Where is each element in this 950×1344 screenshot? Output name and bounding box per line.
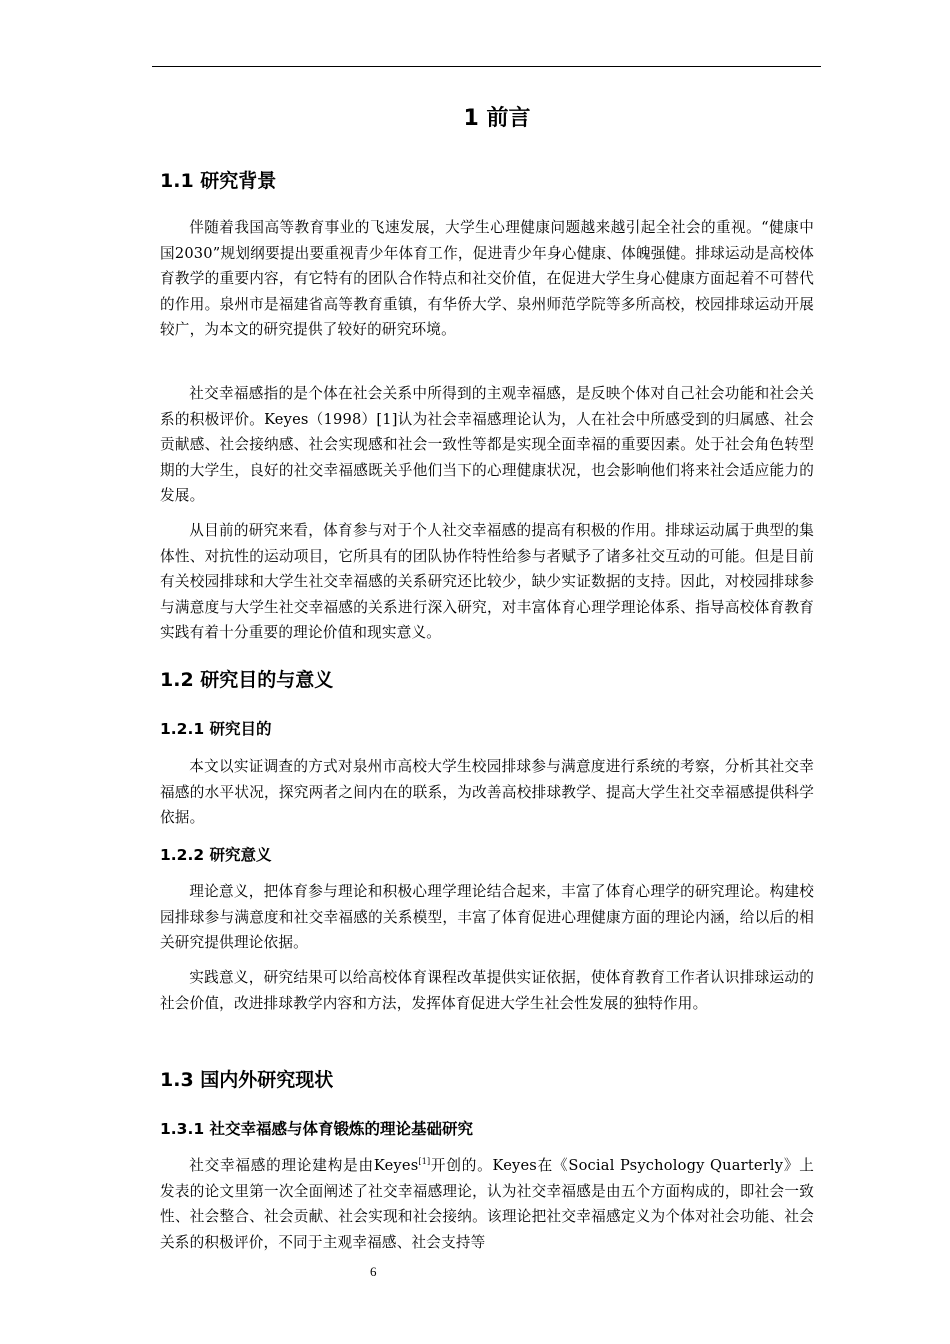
subsection-heading-1-3-1: 1.3.1 社交幸福感与体育锻炼的理论基础研究 xyxy=(160,1120,474,1138)
paragraph-text: 社交幸福感的理论建构是由Keyes xyxy=(189,1157,419,1174)
section-heading-1-3: 1.3 国内外研究现状 xyxy=(160,1069,334,1091)
paragraph: 本文以实证调查的方式对泉州市高校大学生校园排球参与满意度进行系统的考察，分析其社交幸福感的水平状况，探究两者之间内在的联系，为改善高校排球教学、提高大学生社交幸福感提供科学依据。 xyxy=(160,758,814,826)
citation-marker: [1] xyxy=(418,1157,431,1167)
page-number: 6 xyxy=(370,1264,377,1279)
header-rule xyxy=(152,66,821,67)
paragraph xyxy=(160,1153,814,1255)
paragraph: 伴随着我国高等教育事业的飞速发展，大学生心理健康问题越来越引起全社会的重视。“健康中国2030”规划纲要提出要重视青少年体育工作，促进青少年身心健康、体魄强健。排球运动是高校体育教学的重要内容，有它特有的团队合作特点和社交价值，在促进大学生身心健康方面起着不可替代的作用。泉州市是福建省高等教育重镇，有华侨大学、泉州师范学院等多所高校，校园排球运动开展较广，为本文的研究提供了较好的研究环境。 xyxy=(160,219,814,338)
paragraph: 理论意义，把体育参与理论和积极心理学理论结合起来，丰富了体育心理学的研究理论。构建校园排球参与满意度和社交幸福感的关系模型，丰富了体育促进心理健康方面的理论内涵，给以后的相关研究提供理论依据。 xyxy=(160,883,814,951)
paragraph: 社交幸福感指的是个体在社会关系中所得到的主观幸福感，是反映个体对自己社会功能和社会关系的积极评价。Keyes（1998）[1]认为社会幸福感理论认为，人在社会中所感受到的归属感、社会贡献感、社会接纳感、社会实现感和社会一致性等都是实现全面幸福的重要因素。处于社会角色转型期的大学生，良好的社交幸福感既关乎他们当下的心理健康状况，也会影响他们将来社会适应能力的发展。 xyxy=(160,385,814,504)
section-heading-1-1: 1.1 研究背景 xyxy=(160,170,277,192)
chapter-title: 1 前言 xyxy=(463,106,531,131)
paragraph-text: 开创的。Keyes在《Social Psychology Quarterly》上发表的论文里第一次全面阐述了社交幸福感理论，认为社交幸福感是由五个方面构成的，即社会一致性、社会整合、社会贡献、社会实现和社会接纳。该理论把社交幸福感定义为个体对社会功能、社会关系的积极评价，不同于主观幸福感、社会支持等 xyxy=(160,1157,815,1251)
section-heading-1-2: 1.2 研究目的与意义 xyxy=(160,669,334,691)
paragraph: 从目前的研究来看，体育参与对于个人社交幸福感的提高有积极的作用。排球运动属于典型的集体性、对抗性的运动项目，它所具有的团队协作特性给参与者赋予了诸多社交互动的可能。但是目前有关校园排球和大学生社交幸福感的关系研究还比较少，缺少实证数据的支持。因此，对校园排球参与满意度与大学生社交幸福感的关系进行深入研究，对丰富体育心理学理论体系、指导高校体育教育实践有着十分重要的理论价值和现实意义。 xyxy=(160,522,814,641)
paragraph: 实践意义，研究结果可以给高校体育课程改革提供实证依据，使体育教育工作者认识排球运动的社会价值，改进排球教学内容和方法，发挥体育促进大学生社会性发展的独特作用。 xyxy=(160,969,814,1012)
subsection-heading-1-2-1: 1.2.1 研究目的 xyxy=(160,720,272,738)
subsection-heading-1-2-2: 1.2.2 研究意义 xyxy=(160,846,272,864)
